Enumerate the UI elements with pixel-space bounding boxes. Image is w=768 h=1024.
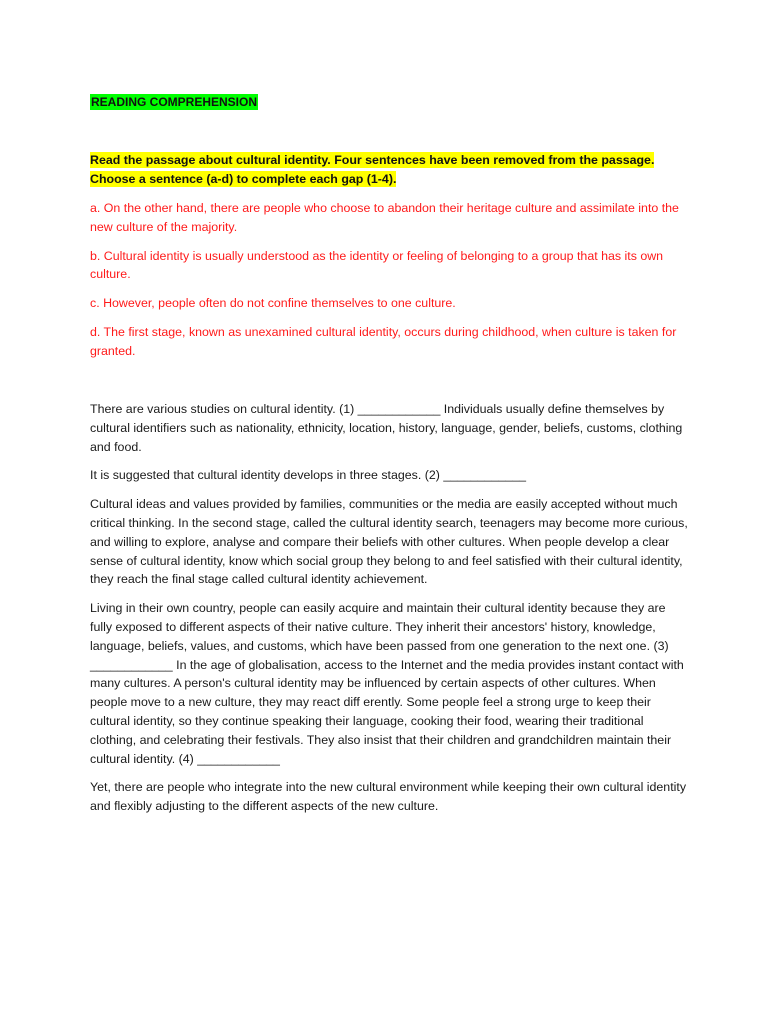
option-b: b. Cultural identity is usually understood as the identity or feeling of belonging to a group that has its own culture. xyxy=(90,248,664,282)
option-c: c. However, people often do not confine themselves to one culture. xyxy=(90,296,456,311)
passage-paragraph-2: It is suggested that cultural identity develops in three stages. (2) ____________ xyxy=(90,468,527,483)
section-heading: READING COMPREHENSION xyxy=(91,95,258,109)
option-d: d. The first stage, known as unexamined cultural identity, occurs during childhood, when culture is taken for granted. xyxy=(90,324,677,358)
option-a: a. On the other hand, there are people who choose to abandon their heritage culture and assimilate into the new culture of the majority. xyxy=(90,201,679,234)
instructions xyxy=(90,151,690,189)
passage-paragraph-1: There are various studies on cultural identity. (1) ____________ Individuals usually define themselves by cultural identifiers such as nationality, ethnicity, location, history, language, gender, beliefs, customs, clothing and food. xyxy=(90,402,683,454)
sentence-options xyxy=(90,199,690,371)
passage-paragraph-3: Cultural ideas and values provided by families, communities or the media are easily accepted without much critical thinking. In the second stage, called the cultural identity search, teenagers may become more curious, and willing to explore, analyse and compare their beliefs with other cultures. When people develop a clear sense of cultural identity, know which social group they belong to and feel satisfied with their cultural identity, they reach the final stage called cultural identity achievement. xyxy=(90,497,688,587)
reading-passage xyxy=(90,400,690,826)
passage-paragraph-4: Living in their own country, people can easily acquire and maintain their cultural identity because they are fully exposed to different aspects of their native culture. They inherit their ancestors' history, knowledge, language, beliefs, values, and customs, which have been passed from one generation to the next one. (3) ____________ In the age of globalisation, access to the Internet and the media provides instant contact with many cultures. A person's cultural identity may be influenced by certain aspects of other cultures. When people move to a new culture, they may react diff erently. Some people feel a strong urge to keep their cultural identity, so they continue speaking their language, cooking their food, wearing their traditional clothing, and celebrating their festivals. They also insist that their children and grandchildren maintain their cultural identity. (4) ____________ xyxy=(90,601,684,766)
passage-paragraph-5: Yet, there are people who integrate into the new cultural environment while keeping their own cultural identity and flexibly adjusting to the different aspects of the new culture. xyxy=(90,780,687,814)
instructions-text: Read the passage about cultural identity. Four sentences have been removed from the passage. Choose a sentence (a-d) to complete each gap (1-4). xyxy=(90,153,655,186)
